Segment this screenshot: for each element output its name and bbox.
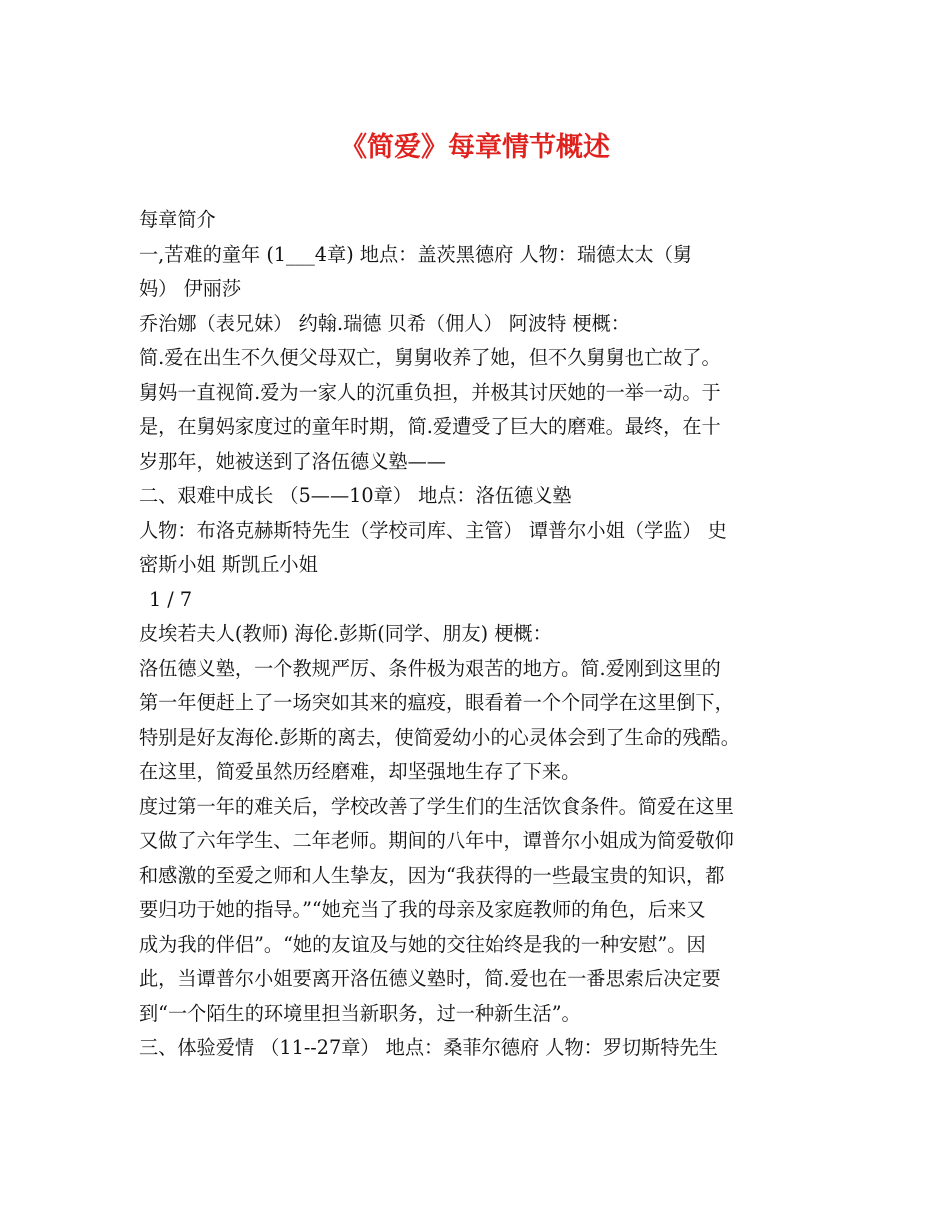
text-line: 三、体验爱情 （11--27章） 地点：桑菲尔德府 人物：罗切斯特先生 xyxy=(139,1036,718,1059)
page-number: 1 / 7 xyxy=(149,587,193,611)
text-line: 到“一个陌生的环境里担当新职务，过一种新生活”。 xyxy=(139,1001,581,1025)
text-line: 人物：布洛克赫斯特先生（学校司库、主管） 谭普尔小姐（学监） 史 xyxy=(139,518,727,542)
text-line: 特别是好友海伦.彭斯的离去，使简爱幼小的心灵体会到了生命的残酷。 xyxy=(139,725,740,749)
text-line: 简.爱在出生不久便父母双亡，舅舅收养了她，但不久舅舅也亡故了。 xyxy=(139,346,721,369)
text-line: 要归功于她的指导。”“她充当了我的母亲及家庭教师的角色，后来又 xyxy=(139,898,706,921)
text-line: 每章简介 xyxy=(139,208,216,231)
text-line: 乔治娜（表兄妹） 约翰.瑞德 贝希（佣人） 阿波特 梗概： xyxy=(139,311,630,335)
text-line: 是，在舅妈家度过的童年时期，简.爱遭受了巨大的磨难。最终，在十 xyxy=(139,415,721,438)
text-line: 成为我的伴侣”。“她的友谊及与她的交往始终是我的一种安慰”。因 xyxy=(139,932,706,956)
text-line: 此，当谭普尔小姐要离开洛伍德义塾时，简.爱也在一番思索后决定要 xyxy=(139,967,721,990)
text-line: 和感激的至爱之师和人生挚友，因为“我获得的一些最宝贵的知识，都 xyxy=(139,863,725,887)
text-line: 密斯小姐 斯凯丘小姐 xyxy=(139,553,318,576)
text-line: 在这里，简爱虽然历经磨难，却坚强地生存了下来。 xyxy=(139,760,581,783)
document-title: 《简爱》每章情节概述 xyxy=(340,132,610,163)
text-line: 又做了六年学生、二年老师。期间的八年中，谭普尔小姐成为简爱敬仰 xyxy=(139,829,734,852)
text-line: 二、艰难中成长 （5——10章） 地点：洛伍德义塾 xyxy=(139,484,572,507)
text-line: 岁那年，她被送到了洛伍德义塾—— xyxy=(139,449,446,473)
text-line: 舅妈一直视简.爱为一家人的沉重负担，并极其讨厌她的一举一动。于 xyxy=(139,380,721,404)
text-line: 第一年便赶上了一场突如其来的瘟疫，眼看着一个个同学在这里倒下， xyxy=(139,691,734,714)
text-line: 皮埃若夫人(教师) 海伦.彭斯(同学、朋友) 梗概： xyxy=(139,622,552,645)
document-body xyxy=(139,203,829,1066)
text-line: 度过第一年的难关后，学校改善了学生们的生活饮食条件。简爱在这里 xyxy=(139,794,734,818)
text-line: 妈） 伊丽莎 xyxy=(139,277,242,300)
text-line: 一,苦难的童年 (1___4章) 地点：盖茨黑德府 人物：瑞德太太（舅 xyxy=(139,242,693,266)
text-line: 洛伍德义塾，一个教规严厉、条件极为艰苦的地方。简.爱刚到这里的 xyxy=(139,656,721,680)
